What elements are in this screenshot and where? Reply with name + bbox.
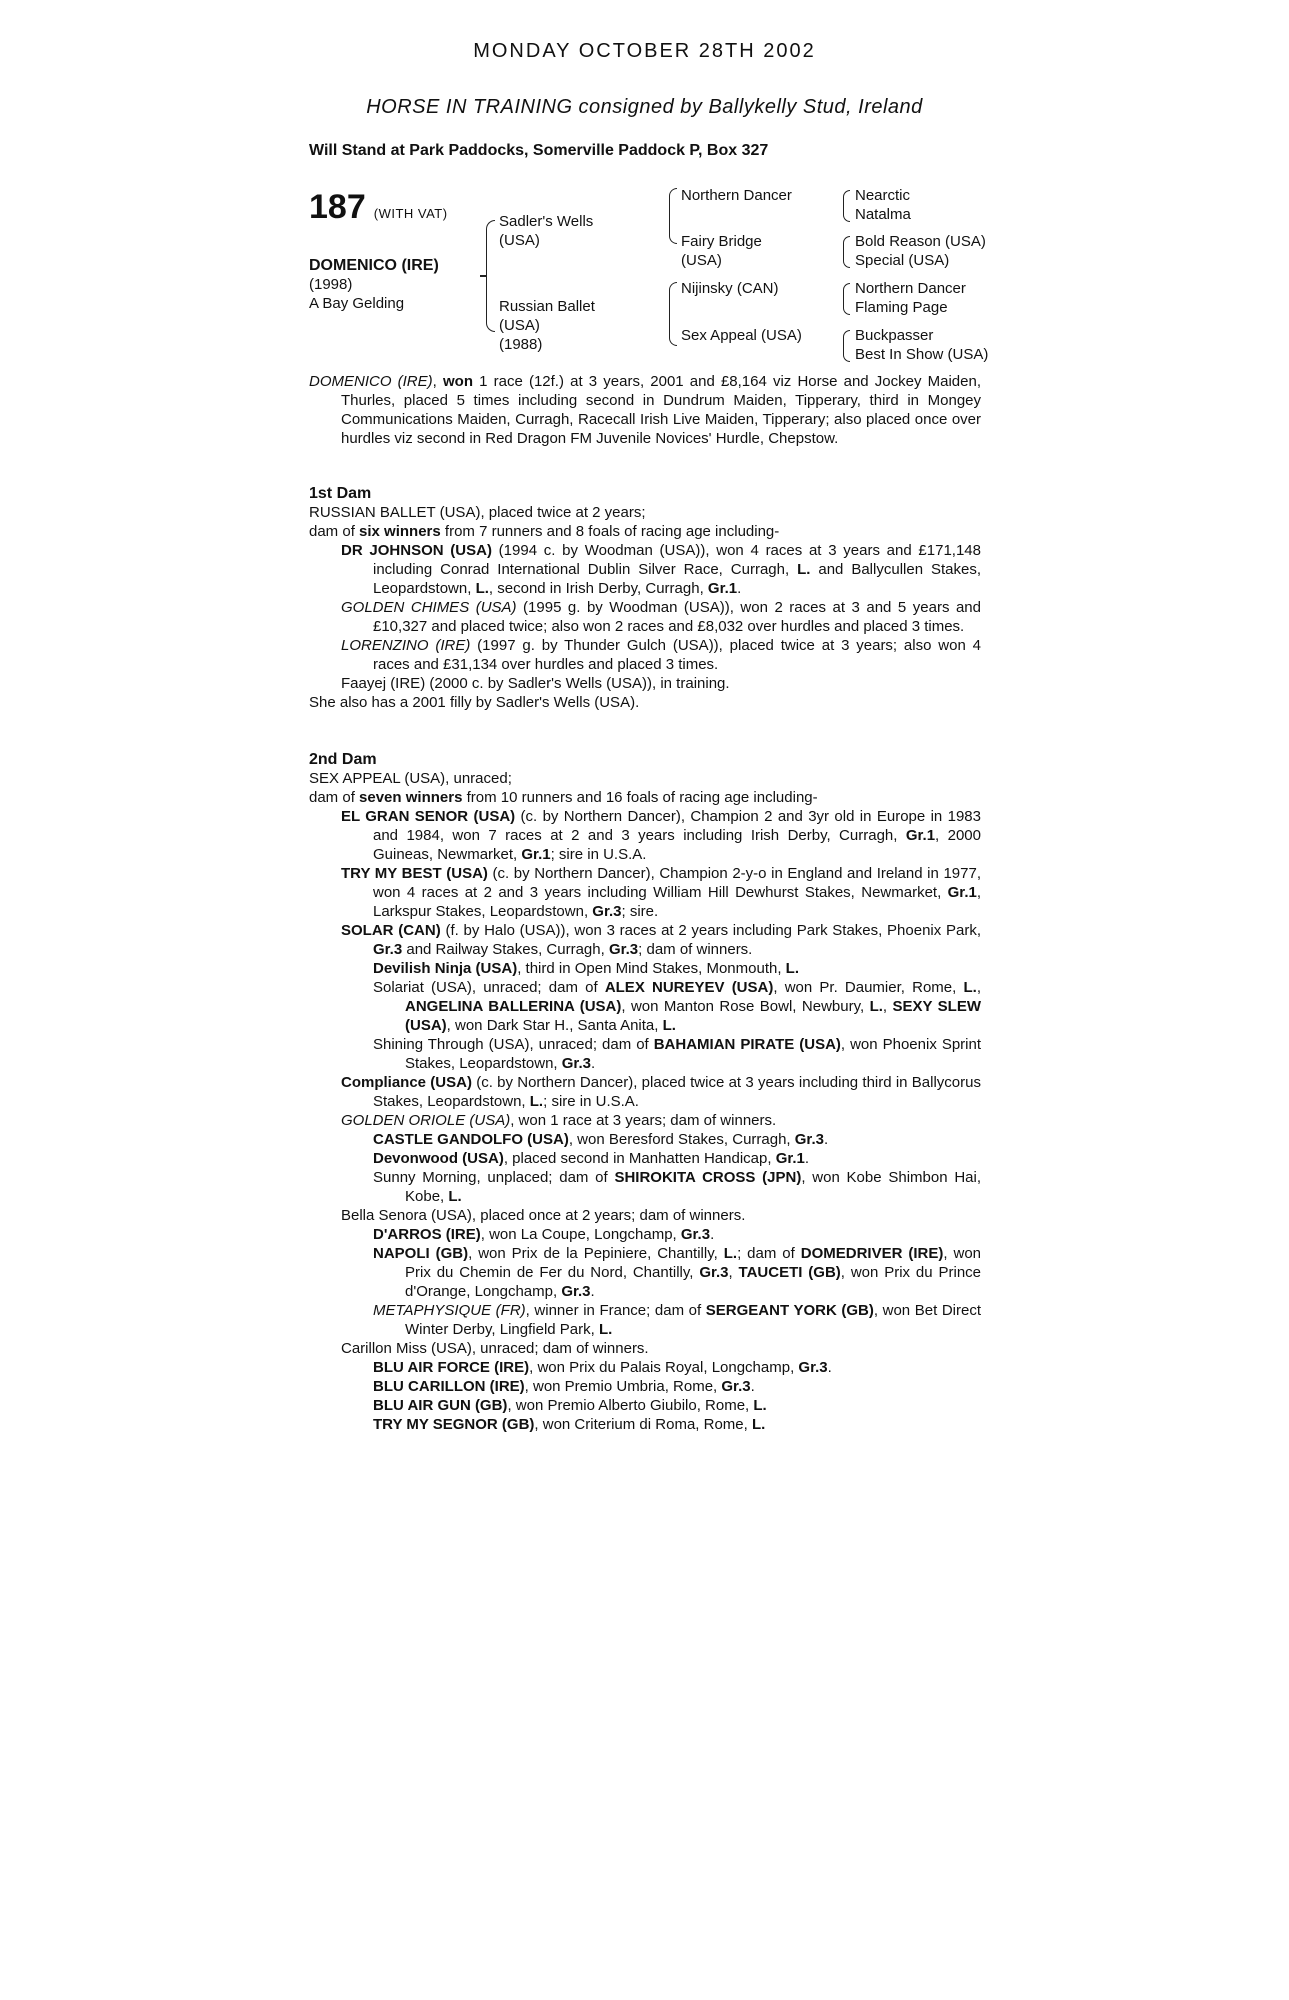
produce-devilish-ninja bbox=[309, 959, 981, 978]
text: , won Pr. Daumier, Rome, bbox=[773, 979, 964, 996]
produce-name: BLU AIR FORCE (IRE) bbox=[373, 1359, 530, 1376]
produce-compliance bbox=[309, 1073, 981, 1111]
produce-blu-carillon bbox=[309, 1377, 981, 1396]
comma: , bbox=[432, 373, 443, 390]
produce-name: METAPHYSIQUE (FR) bbox=[373, 1302, 526, 1319]
produce-name: Devilish Ninja (USA) bbox=[373, 960, 518, 977]
produce-name: DOMEDRIVER (IRE) bbox=[800, 1245, 944, 1262]
produce-napoli bbox=[309, 1244, 981, 1301]
vat-note: (WITH VAT) bbox=[373, 206, 448, 221]
race-record bbox=[309, 372, 981, 448]
race-grade: L. bbox=[475, 580, 489, 597]
text: from 7 runners and 8 foals of racing age including- bbox=[440, 523, 780, 540]
text: , bbox=[882, 998, 893, 1015]
dam-dam: Sex Appeal (USA) bbox=[681, 327, 802, 344]
text: , won Prix du Palais Royal, Longchamp, bbox=[529, 1359, 799, 1376]
produce-name: Compliance (USA) bbox=[341, 1074, 472, 1091]
text: , winner in France; dam of bbox=[525, 1302, 706, 1319]
won-word: won bbox=[442, 373, 473, 390]
sire-dam bbox=[681, 232, 762, 270]
race-grade: Gr.3 bbox=[699, 1264, 729, 1281]
text: from 10 runners and 16 foals of racing age including- bbox=[462, 789, 818, 806]
sire-dam-origin: (USA) bbox=[681, 252, 722, 269]
first-dam-heading: 1st Dam bbox=[309, 485, 372, 502]
gen3-sire-sire bbox=[855, 186, 911, 224]
winners-count: seven winners bbox=[359, 789, 463, 806]
race-grade: Gr.3 bbox=[373, 941, 403, 958]
first-dam-filly-note: She also has a 2001 filly by Sadler's Wells (USA). bbox=[309, 694, 640, 711]
gen3-sire-dam bbox=[855, 232, 986, 270]
horse-year: (1998) bbox=[309, 276, 353, 293]
text: , won Criterium di Roma, Rome, bbox=[534, 1416, 752, 1433]
text: , placed second in Manhatten Handicap, bbox=[503, 1150, 776, 1167]
race-grade: L. bbox=[448, 1188, 462, 1205]
text: Solariat (USA), unraced; dam of bbox=[373, 979, 605, 996]
race-grade: L. bbox=[723, 1245, 738, 1262]
race-grade: L. bbox=[785, 960, 800, 977]
race-grade: L. bbox=[662, 1017, 676, 1034]
gen3-name: Nearctic bbox=[855, 187, 911, 204]
race-grade: Gr.3 bbox=[608, 941, 639, 958]
gen3-dam-sire bbox=[855, 279, 966, 317]
produce-name: ANGELINA BALLERINA (USA) bbox=[405, 998, 622, 1015]
produce-name: BLU AIR GUN (GB) bbox=[373, 1397, 508, 1414]
text: ; sire. bbox=[621, 903, 659, 920]
text: , won Premio Alberto Giubilo, Rome, bbox=[507, 1397, 754, 1414]
horse-name-italic: DOMENICO (IRE) bbox=[309, 373, 433, 390]
produce-name: BAHAMIAN PIRATE (USA) bbox=[653, 1036, 841, 1053]
produce-try-my-best bbox=[309, 864, 981, 921]
gen3-name: Flaming Page bbox=[855, 299, 948, 316]
gen3-name: Northern Dancer bbox=[855, 280, 966, 297]
text: , Larkspur Stakes, Leopardstown, bbox=[373, 884, 981, 920]
produce-solariat bbox=[309, 978, 981, 1035]
text: ; sire in U.S.A. bbox=[543, 1093, 639, 1110]
text: ; dam of bbox=[737, 1245, 801, 1262]
text: , won 1 race at 3 years; dam of winners. bbox=[510, 1112, 777, 1129]
dam-sire: Nijinsky (CAN) bbox=[681, 280, 779, 297]
produce-name: LORENZINO (IRE) bbox=[341, 637, 471, 654]
text: . bbox=[804, 1150, 810, 1167]
text: . bbox=[827, 1359, 832, 1376]
produce-solar bbox=[309, 921, 981, 959]
text: (1994 c. by Woodman (USA)), won 4 races at 3 years and £171,148 including Conrad International Dublin Silver Race, Curragh, bbox=[373, 542, 981, 578]
text: (1997 g. by Thunder Gulch (USA)), placed twice at 3 years; also won 4 races and £31,134 over hurdles and placed 3 times. bbox=[373, 637, 981, 673]
dam-origin: (USA) bbox=[499, 317, 540, 334]
race-grade: L. bbox=[529, 1093, 544, 1110]
race-record-text: 1 race (12f.) at 3 years, 2001 and £8,164 viz Horse and Jockey Maiden, Thurles, placed 5 times including second in Dundrum Maiden, Tipperary, third in Mongey Communications Maiden, Curragh, Racecall Irish Live Maiden, Tipperary; also placed once over hurdles viz second in Red Dragon FM Juvenile Novices' Hurdle, Chepstow. bbox=[341, 373, 981, 447]
text: (1995 g. by Woodman (USA)), won 2 races at 3 and 5 years and £10,327 and placed twice; also won 2 races and £8,032 over hurdles and placed 3 times. bbox=[373, 599, 981, 635]
text: , won Kobe Shimbon Hai, Kobe, bbox=[405, 1169, 981, 1205]
gen3-name: Best In Show (USA) bbox=[855, 346, 989, 363]
race-grade: Gr.3 bbox=[592, 903, 622, 920]
brace-tip bbox=[480, 275, 486, 277]
race-grade: Gr.3 bbox=[561, 1055, 591, 1072]
produce-lorenzino bbox=[309, 636, 981, 674]
text: and Ballycullen Stakes, Leopardstown, bbox=[373, 561, 981, 597]
dam-name: Russian Ballet bbox=[499, 298, 595, 315]
text: . bbox=[737, 580, 742, 597]
produce-name: SOLAR (CAN) bbox=[341, 922, 441, 939]
produce-blu-air-force bbox=[309, 1358, 981, 1377]
text: , won Bet Direct Winter Derby, Lingfield Park, bbox=[405, 1302, 982, 1338]
dss-brace bbox=[843, 283, 850, 315]
produce-faayej: Faayej (IRE) (2000 c. by Sadler's Wells (USA)), in training. bbox=[341, 675, 730, 692]
produce-dr-johnson bbox=[309, 541, 981, 598]
sss-brace bbox=[843, 190, 850, 222]
produce-name: EL GRAN SENOR (USA) bbox=[341, 808, 516, 825]
race-grade: L. bbox=[751, 1416, 766, 1433]
produce-metaphysique bbox=[309, 1301, 981, 1339]
gen3-dam-dam bbox=[855, 326, 988, 364]
race-grade: Gr.1 bbox=[905, 827, 936, 844]
text: , won Prix du Chemin de Fer du Nord, Chantilly, bbox=[405, 1245, 982, 1281]
first-dam-section bbox=[309, 484, 981, 712]
second-dam-line1: SEX APPEAL (USA), unraced; bbox=[309, 770, 512, 787]
text: dam of bbox=[309, 789, 360, 806]
produce-name: SERGEANT YORK (GB) bbox=[705, 1302, 874, 1319]
produce-name: SHIROKITA CROSS (JPN) bbox=[614, 1169, 802, 1186]
lot-number-block bbox=[309, 188, 448, 227]
text: , won Beresford Stakes, Curragh, bbox=[568, 1131, 795, 1148]
produce-sunny-morning bbox=[309, 1168, 981, 1206]
race-grade: Gr.1 bbox=[521, 846, 551, 863]
produce-castle-gandolfo bbox=[309, 1130, 981, 1149]
produce-name: NAPOLI (GB) bbox=[373, 1245, 469, 1262]
horse-description: A Bay Gelding bbox=[309, 295, 405, 312]
text: , third in Open Mind Stakes, Monmouth, bbox=[517, 960, 786, 977]
gen3-name: Special (USA) bbox=[855, 252, 950, 269]
sale-date: MONDAY OCTOBER 28TH 2002 bbox=[473, 40, 816, 62]
produce-shining-through bbox=[309, 1035, 981, 1073]
gen3-name: Buckpasser bbox=[855, 327, 934, 344]
produce-name: GOLDEN ORIOLE (USA) bbox=[341, 1112, 511, 1129]
race-grade: L. bbox=[963, 979, 977, 996]
produce-try-my-segnor bbox=[309, 1415, 981, 1434]
text: and Railway Stakes, Curragh, bbox=[402, 941, 609, 958]
dds-brace bbox=[843, 330, 850, 362]
text: , 2000 Guineas, Newmarket, bbox=[373, 827, 981, 863]
consignment-line: HORSE IN TRAINING consigned by Ballykelly Stud, Ireland bbox=[366, 96, 923, 118]
sire-dam-brace bbox=[486, 220, 495, 332]
gen3-name: Natalma bbox=[855, 206, 911, 223]
dam-year: (1988) bbox=[499, 336, 543, 353]
text: . bbox=[710, 1226, 715, 1243]
second-dam-heading: 2nd Dam bbox=[309, 751, 377, 768]
produce-bella-senora: Bella Senora (USA), placed once at 2 years; dam of winners. bbox=[341, 1207, 746, 1224]
text: , won La Coupe, Longchamp, bbox=[480, 1226, 681, 1243]
sire bbox=[499, 212, 593, 250]
produce-name: DR JOHNSON (USA) bbox=[341, 542, 492, 559]
produce-devonwood bbox=[309, 1149, 981, 1168]
race-grade: Gr.1 bbox=[707, 580, 738, 597]
first-dam-line1: RUSSIAN BALLET (USA), placed twice at 2 years; bbox=[309, 504, 646, 521]
dam bbox=[499, 297, 595, 354]
text: (f. by Halo (USA)), won 3 races at 2 years including Park Stakes, Phoenix Park, bbox=[440, 922, 981, 939]
first-dam-produce-line bbox=[309, 522, 981, 541]
text: ; sire in U.S.A. bbox=[550, 846, 647, 863]
race-grade: Gr.3 bbox=[721, 1378, 751, 1395]
text: (c. by Northern Dancer), placed twice at 3 years including third in Ballycorus Stakes, Leopardstown, bbox=[373, 1074, 981, 1110]
text: , won Phoenix Sprint Stakes, Leopardstown, bbox=[405, 1036, 981, 1072]
race-grade: Gr.3 bbox=[680, 1226, 711, 1243]
stand-location: Will Stand at Park Paddocks, Somerville Paddock P, Box 327 bbox=[309, 142, 769, 159]
sdd-brace bbox=[843, 236, 850, 268]
sire-dam-name: Fairy Bridge bbox=[681, 233, 762, 250]
race-record-paragraph bbox=[309, 372, 981, 448]
sire-parents-brace bbox=[669, 188, 677, 244]
race-grade: Gr.1 bbox=[775, 1150, 805, 1167]
text: , bbox=[728, 1264, 739, 1281]
text: (c. by Northern Dancer), Champion 2-y-o in England and Ireland in 1977, won 4 races at 2 and 3 years including William Hill Dewhurst Stakes, Newmarket, bbox=[373, 865, 981, 901]
text: , won Prix de la Pepiniere, Chantilly, bbox=[468, 1245, 724, 1262]
race-grade: L. bbox=[869, 998, 883, 1015]
horse-info bbox=[309, 256, 439, 313]
race-grade: Gr.1 bbox=[947, 884, 977, 901]
produce-name: GOLDEN CHIMES (USA) bbox=[341, 599, 517, 616]
text: dam of bbox=[309, 523, 360, 540]
text: , won Prix du Prince d'Orange, Longchamp, bbox=[405, 1264, 982, 1300]
dam-parents-brace bbox=[669, 282, 677, 346]
race-grade: L. bbox=[753, 1397, 767, 1414]
text: (c. by Northern Dancer), Champion 2 and 3yr old in Europe in 1983 and 1984, won 7 races at 2 and 3 years including Irish Derby, Curragh, bbox=[373, 808, 981, 844]
lot-number: 187 bbox=[309, 188, 366, 226]
second-dam-produce-line bbox=[309, 788, 981, 807]
produce-name: TRY MY BEST (USA) bbox=[341, 865, 488, 882]
race-grade: Gr.3 bbox=[798, 1359, 828, 1376]
text: ; dam of winners. bbox=[638, 941, 753, 958]
text: , bbox=[976, 979, 981, 996]
produce-d-arros bbox=[309, 1225, 981, 1244]
produce-name: TRY MY SEGNOR (GB) bbox=[373, 1416, 535, 1433]
winners-count: six winners bbox=[359, 523, 441, 540]
text: . bbox=[590, 1283, 595, 1300]
race-grade: Gr.3 bbox=[561, 1283, 591, 1300]
race-grade: Gr.3 bbox=[794, 1131, 824, 1148]
produce-name: CASTLE GANDOLFO (USA) bbox=[373, 1131, 569, 1148]
produce-name: TAUCETI (GB) bbox=[738, 1264, 841, 1281]
produce-blu-air-gun bbox=[309, 1396, 981, 1415]
race-grade: L. bbox=[797, 561, 811, 578]
produce-golden-chimes bbox=[309, 598, 981, 636]
text: . bbox=[823, 1131, 829, 1148]
sire-origin: (USA) bbox=[499, 232, 540, 249]
text: , won Manton Rose Bowl, Newbury, bbox=[621, 998, 870, 1015]
produce-name: SEXY SLEW (USA) bbox=[405, 998, 981, 1034]
produce-name: BLU CARILLON (IRE) bbox=[373, 1378, 525, 1395]
text: , won Dark Star H., Santa Anita, bbox=[446, 1017, 663, 1034]
produce-golden-oriole bbox=[309, 1111, 981, 1130]
text: . bbox=[590, 1055, 596, 1072]
race-grade: L. bbox=[598, 1321, 613, 1338]
produce-carillon-miss: Carillon Miss (USA), unraced; dam of winners. bbox=[341, 1340, 649, 1357]
produce-el-gran-senor bbox=[309, 807, 981, 864]
gen3-name: Bold Reason (USA) bbox=[855, 233, 986, 250]
produce-name: ALEX NUREYEV (USA) bbox=[604, 979, 774, 996]
text: Shining Through (USA), unraced; dam of bbox=[373, 1036, 654, 1053]
produce-name: Devonwood (USA) bbox=[373, 1150, 504, 1167]
produce-name: D'ARROS (IRE) bbox=[373, 1226, 481, 1243]
horse-name: DOMENICO (IRE) bbox=[309, 257, 439, 274]
text: , won Premio Umbria, Rome, bbox=[524, 1378, 722, 1395]
text: . bbox=[750, 1378, 755, 1395]
sire-name: Sadler's Wells bbox=[499, 213, 594, 230]
text: Sunny Morning, unplaced; dam of bbox=[373, 1169, 615, 1186]
second-dam-section bbox=[309, 750, 981, 1434]
text: , second in Irish Derby, Curragh, bbox=[488, 580, 708, 597]
sire-sire: Northern Dancer bbox=[681, 187, 792, 204]
